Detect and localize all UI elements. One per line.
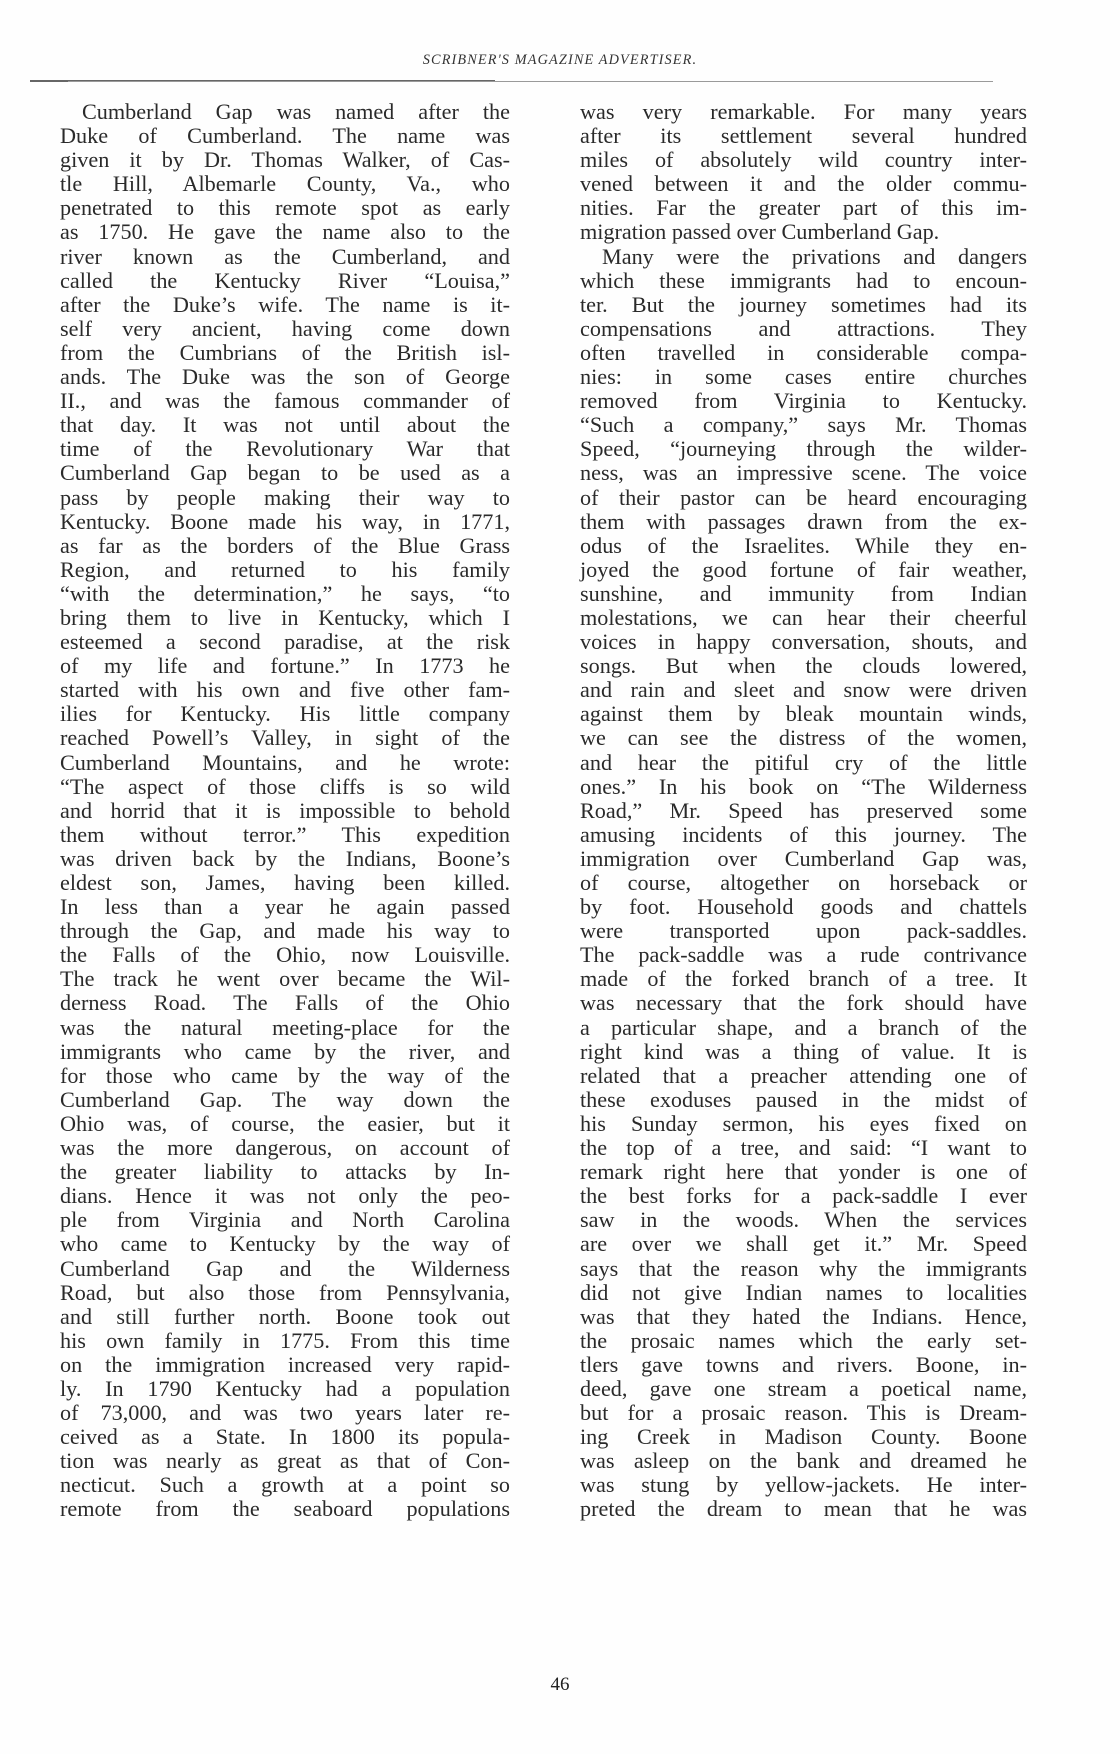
text-line: often travelled in considerable compa- bbox=[580, 339, 1027, 365]
text-line: Cumberland Gap began to be used as a bbox=[60, 460, 510, 486]
text-line: ing Creek in Madison County. Boone bbox=[580, 1424, 1027, 1450]
text-line: Cumberland Gap. The way down the bbox=[60, 1086, 510, 1112]
text-line: right kind was a thing of value. It is bbox=[580, 1038, 1027, 1064]
text-line: tlers gave towns and rivers. Boone, in- bbox=[580, 1351, 1027, 1377]
text-line: who came to Kentucky by the way of bbox=[60, 1231, 510, 1257]
text-line: II., and was the famous commander of bbox=[60, 388, 510, 414]
text-line: pass by people making their way to bbox=[60, 484, 510, 510]
text-line: remote from the seaboard populations bbox=[60, 1496, 510, 1522]
text-line: immigration over Cumberland Gap was, bbox=[580, 845, 1027, 871]
text-line: and horrid that it is impossible to behold bbox=[60, 797, 510, 823]
text-line: started with his own and five other fam- bbox=[60, 677, 510, 703]
text-line: by foot. Household goods and chattels bbox=[580, 894, 1027, 920]
text-line: from the Cumbrians of the British isl- bbox=[60, 339, 510, 365]
text-line: the top of a tree, and said: “I want to bbox=[580, 1135, 1027, 1161]
text-line: Many were the privations and dangers bbox=[602, 243, 1027, 269]
text-line: ceived as a State. In 1800 its popula- bbox=[60, 1424, 510, 1450]
text-line: ple from Virginia and North Carolina bbox=[60, 1207, 510, 1233]
text-line: saw in the woods. When the services bbox=[580, 1207, 1027, 1233]
text-line: of course, altogether on horseback or bbox=[580, 870, 1027, 895]
text-line: immigrants who came by the river, and bbox=[60, 1038, 510, 1064]
text-line: given it by Dr. Thomas Walker, of Cas- bbox=[60, 147, 510, 173]
text-line: but for a prosaic reason. This is Dream- bbox=[580, 1400, 1027, 1426]
text-line: of my life and fortune.” In 1773 he bbox=[60, 653, 510, 679]
running-head: SCRIBNER'S MAGAZINE ADVERTISER. bbox=[422, 52, 698, 68]
text-line: was the more dangerous, on account of bbox=[60, 1135, 510, 1161]
text-line: his own family in 1775. From this time bbox=[60, 1327, 510, 1353]
text-line: Cumberland Gap was named after the bbox=[82, 99, 510, 124]
text-line: of their pastor can be heard encouraging bbox=[580, 484, 1027, 510]
text-line: vened between it and the older commu- bbox=[580, 171, 1027, 197]
text-line: on the immigration increased very rapid- bbox=[60, 1351, 510, 1377]
page-number: 46 bbox=[550, 1674, 570, 1695]
text-line: remark right here that yonder is one of bbox=[580, 1159, 1027, 1185]
text-line: made of the forked branch of a tree. It bbox=[580, 966, 1027, 992]
left-column bbox=[60, 100, 510, 1522]
text-line: of 73,000, and was two years later re- bbox=[60, 1400, 510, 1426]
text-line: the prosaic names which the early set- bbox=[580, 1327, 1027, 1353]
text-line: esteemed a second paradise, at the risk bbox=[60, 629, 510, 655]
text-line: did not give Indian names to localities bbox=[580, 1279, 1027, 1305]
text-line: was very remarkable. For many years bbox=[580, 99, 1027, 124]
text-line: voices in happy conversation, shouts, and bbox=[580, 629, 1027, 655]
text-line: river known as the Cumberland, and bbox=[60, 243, 510, 269]
text-line: through the Gap, and made his way to bbox=[60, 918, 510, 944]
text-line: was driven back by the Indians, Boone’s bbox=[60, 845, 510, 871]
text-line: his Sunday sermon, his eyes fixed on bbox=[580, 1110, 1027, 1136]
text-line: and rain and sleet and snow were driven bbox=[580, 677, 1027, 703]
text-line: The track he went over became the Wil- bbox=[60, 966, 510, 992]
text-line: “The aspect of those cliffs is so wild bbox=[60, 773, 510, 799]
text-line: was asleep on the bank and dreamed he bbox=[580, 1448, 1027, 1474]
text-line: necticut. Such a growth at a point so bbox=[60, 1472, 510, 1498]
text-line: ness, was an impressive scene. The voice bbox=[580, 460, 1027, 486]
text-line: Speed, “journeying through the wilder- bbox=[580, 436, 1027, 462]
text-line: Road,” Mr. Speed has preserved some bbox=[580, 797, 1027, 823]
text-line: joyed the good fortune of fair weather, bbox=[580, 556, 1027, 582]
text-line: Cumberland Gap and the Wilderness bbox=[60, 1255, 510, 1281]
text-line: compensations and attractions. They bbox=[580, 315, 1027, 341]
text-line: after the Duke’s wife. The name is it- bbox=[60, 291, 510, 317]
text-line: odus of the Israelites. While they en- bbox=[580, 532, 1027, 558]
text-line: reached Powell’s Valley, in sight of the bbox=[60, 725, 510, 751]
header-rule bbox=[68, 81, 993, 82]
text-line: self very ancient, having come down bbox=[60, 315, 510, 341]
text-line: nies: in some cases entire churches bbox=[580, 364, 1027, 390]
text-line: “with the determination,” he says, “to bbox=[60, 580, 510, 606]
text-line: removed from Virginia to Kentucky. bbox=[580, 388, 1027, 414]
text-line: ter. But the journey sometimes had its bbox=[580, 291, 1027, 317]
text-line: tion was nearly as great as that of Con- bbox=[60, 1448, 510, 1474]
text-line: the Falls of the Ohio, now Louisville. bbox=[60, 942, 510, 968]
text-line: time of the Revolutionary War that bbox=[60, 436, 510, 462]
text-line: ands. The Duke was the son of George bbox=[60, 364, 510, 390]
text-line: we can see the distress of the women, bbox=[580, 725, 1027, 751]
text-line: and still further north. Boone took out bbox=[60, 1303, 510, 1329]
text-line: that day. It was not until about the bbox=[60, 412, 510, 438]
text-line: In less than a year he again passed bbox=[60, 894, 510, 920]
text-line: migration passed over Cumberland Gap. bbox=[580, 219, 940, 245]
text-line: was stung by yellow-jackets. He inter- bbox=[580, 1472, 1027, 1498]
text-line: miles of absolutely wild country inter- bbox=[580, 147, 1027, 173]
text-line: related that a preacher attending one of bbox=[580, 1062, 1027, 1088]
text-line: as 1750. He gave the name also to the bbox=[60, 219, 510, 245]
text-line: ones.” In his book on “The Wilderness bbox=[580, 773, 1027, 799]
text-line: was that they hated the Indians. Hence, bbox=[580, 1303, 1027, 1329]
text-line: Kentucky. Boone made his way, in 1771, bbox=[60, 508, 510, 534]
text-line: Ohio was, of course, the easier, but it bbox=[60, 1110, 510, 1136]
text-line: bring them to live in Kentucky, which I bbox=[60, 604, 510, 630]
text-line: ilies for Kentucky. His little company bbox=[60, 701, 510, 727]
text-line: preted the dream to mean that he was bbox=[580, 1496, 1027, 1522]
text-line: the best forks for a pack-saddle I ever bbox=[580, 1183, 1027, 1209]
text-line: molestations, we can hear their cheerful bbox=[580, 604, 1027, 630]
text-line: a particular shape, and a branch of the bbox=[580, 1014, 1027, 1040]
text-line: Region, and returned to his family bbox=[60, 556, 510, 582]
text-line: them without terror.” This expedition bbox=[60, 821, 510, 847]
text-line: as far as the borders of the Blue Grass bbox=[60, 532, 510, 558]
text-line: dians. Hence it was not only the peo- bbox=[60, 1183, 510, 1209]
text-line: which these immigrants had to encoun- bbox=[580, 267, 1027, 293]
text-line: amusing incidents of this journey. The bbox=[580, 821, 1027, 847]
text-line: Cumberland Mountains, and he wrote: bbox=[60, 749, 510, 775]
text-line: against them by bleak mountain winds, bbox=[580, 701, 1027, 727]
text-line: these exoduses paused in the midst of bbox=[580, 1086, 1027, 1112]
text-line: them with passages drawn from the ex- bbox=[580, 508, 1027, 534]
text-line: Duke of Cumberland. The name was bbox=[60, 123, 510, 149]
text-line: for those who came by the way of the bbox=[60, 1062, 510, 1088]
text-line: eldest son, James, having been killed. bbox=[60, 870, 510, 895]
text-line: songs. But when the clouds lowered, bbox=[580, 653, 1027, 679]
text-line: says that the reason why the immigrants bbox=[580, 1255, 1027, 1281]
text-line: sunshine, and immunity from Indian bbox=[580, 580, 1027, 606]
text-line: penetrated to this remote spot as early bbox=[60, 195, 510, 221]
text-line: Road, but also those from Pennsylvania, bbox=[60, 1279, 510, 1305]
text-line: “Such a company,” says Mr. Thomas bbox=[580, 412, 1027, 438]
text-line: deed, gave one stream a poetical name, bbox=[580, 1375, 1027, 1401]
text-line: was necessary that the fork should have bbox=[580, 990, 1027, 1016]
text-line: ly. In 1790 Kentucky had a population bbox=[60, 1375, 510, 1401]
text-line: the greater liability to attacks by In- bbox=[60, 1159, 510, 1185]
text-line: after its settlement several hundred bbox=[580, 123, 1027, 149]
text-line: called the Kentucky River “Louisa,” bbox=[60, 267, 510, 293]
right-column bbox=[580, 100, 1027, 1522]
text-line: and hear the pitiful cry of the little bbox=[580, 749, 1027, 775]
text-line: were transported upon pack-saddles. bbox=[580, 918, 1027, 944]
text-line: The pack-saddle was a rude contrivance bbox=[580, 942, 1027, 968]
text-line: was the natural meeting-place for the bbox=[60, 1014, 510, 1040]
text-line: derness Road. The Falls of the Ohio bbox=[60, 990, 510, 1016]
text-line: are over we shall get it.” Mr. Speed bbox=[580, 1231, 1027, 1257]
text-line: nities. Far the greater part of this im- bbox=[580, 195, 1027, 221]
text-line: tle Hill, Albemarle County, Va., who bbox=[60, 171, 510, 197]
